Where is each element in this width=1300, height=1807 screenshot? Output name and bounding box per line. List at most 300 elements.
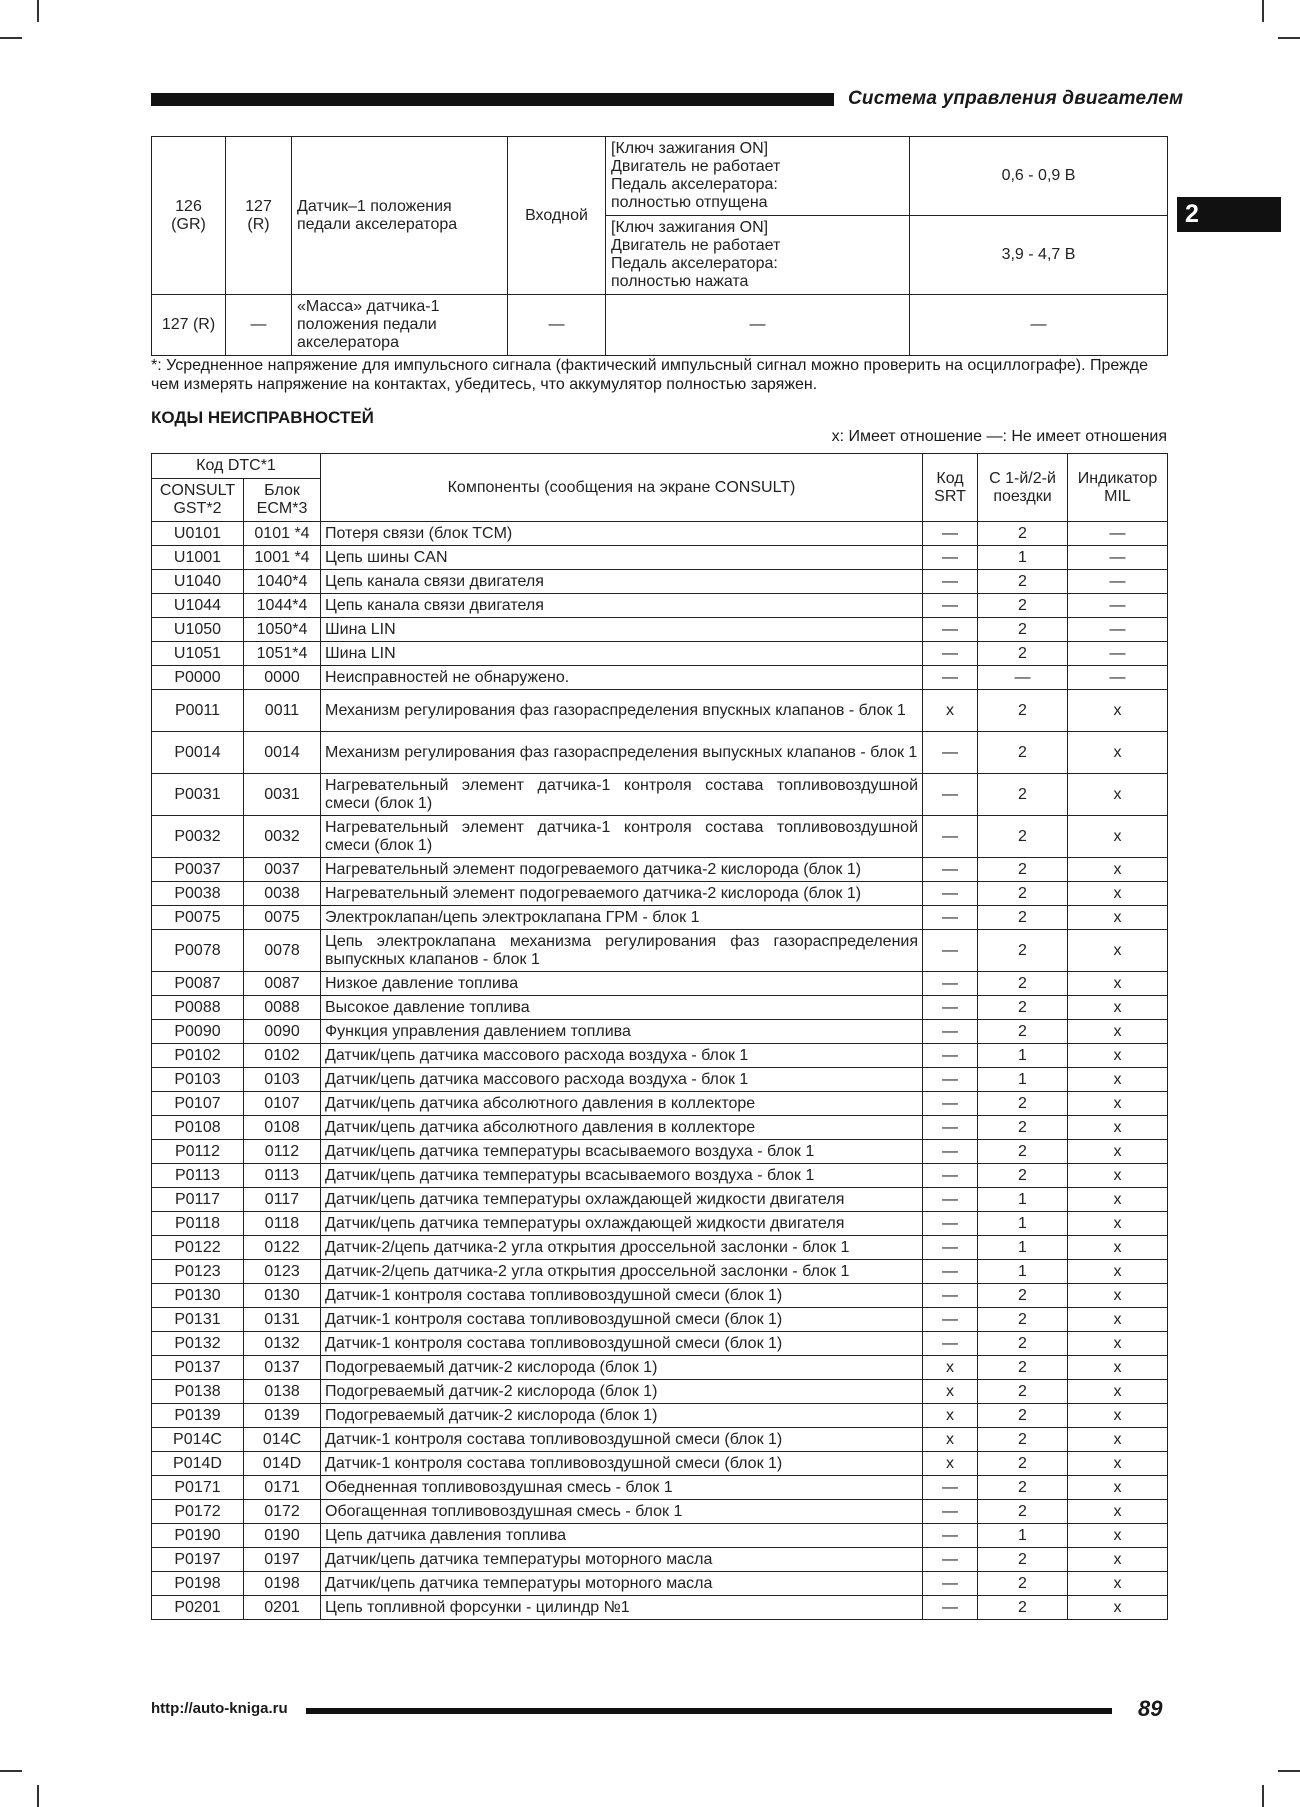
trip-count: 2 — [978, 594, 1068, 618]
consult-code: P0137 — [152, 1356, 244, 1380]
srt-flag: x — [923, 1404, 978, 1428]
ecm-code: 0139 — [244, 1404, 321, 1428]
srt-flag: — — [923, 1092, 978, 1116]
signal-state: Входной — [508, 137, 606, 295]
component-name: Нагревательный элемент подогреваемого датчика-2 кислорода (блок 1) — [321, 882, 923, 906]
measure-value: — — [910, 295, 1168, 356]
srt-flag: — — [923, 1260, 978, 1284]
crop-mark — [1262, 0, 1264, 22]
component-name: Подогреваемый датчик-2 кислорода (блок 1) — [321, 1380, 923, 1404]
ecm-code: 0113 — [244, 1164, 321, 1188]
ecm-code: 0000 — [244, 666, 321, 690]
trip-count: 2 — [978, 570, 1068, 594]
srt-flag: — — [923, 1140, 978, 1164]
consult-code: P0087 — [152, 972, 244, 996]
ecm-code: 0117 — [244, 1188, 321, 1212]
consult-code: P0197 — [152, 1548, 244, 1572]
consult-code: U1040 — [152, 570, 244, 594]
component-name: Нагревательный элемент датчика-1 контроля состава топливовоздушной смеси (блок 1) — [321, 774, 923, 816]
srt-flag: — — [923, 1236, 978, 1260]
mil-flag: — — [1068, 666, 1168, 690]
crop-mark — [37, 0, 39, 22]
footer-url: http://auto-kniga.ru — [151, 1700, 288, 1717]
terminal-minus: — — [226, 295, 292, 356]
ecm-code: 0090 — [244, 1020, 321, 1044]
component-name: Датчик-2/цепь датчика-2 угла открытия дроссельной заслонки - блок 1 — [321, 1236, 923, 1260]
ecm-code: 1001 *4 — [244, 546, 321, 570]
consult-code: P0171 — [152, 1476, 244, 1500]
mil-flag: x — [1068, 1236, 1168, 1260]
mil-flag: x — [1068, 1524, 1168, 1548]
mil-flag: x — [1068, 1164, 1168, 1188]
ecm-code: 0031 — [244, 774, 321, 816]
consult-code: P0117 — [152, 1188, 244, 1212]
ecm-code: 0118 — [244, 1212, 321, 1236]
trip-count: 2 — [978, 1476, 1068, 1500]
srt-flag: — — [923, 1332, 978, 1356]
component-name: Подогреваемый датчик-2 кислорода (блок 1) — [321, 1356, 923, 1380]
table-row — [152, 1524, 1168, 1548]
ecm-code: 014C — [244, 1428, 321, 1452]
mil-flag: x — [1068, 774, 1168, 816]
component-name: Шина LIN — [321, 642, 923, 666]
mil-flag: — — [1068, 642, 1168, 666]
table-row — [152, 732, 1168, 774]
mil-flag: x — [1068, 1596, 1168, 1620]
consult-code: P0103 — [152, 1068, 244, 1092]
ecm-code: 0088 — [244, 996, 321, 1020]
ecm-code: 0037 — [244, 858, 321, 882]
trip-count: 1 — [978, 1044, 1068, 1068]
trip-count: 2 — [978, 642, 1068, 666]
mil-header: Индикатор MIL — [1068, 454, 1168, 522]
srt-flag: — — [923, 1116, 978, 1140]
ecm-code: 0103 — [244, 1068, 321, 1092]
consult-code: P014D — [152, 1452, 244, 1476]
mil-flag: x — [1068, 996, 1168, 1020]
trip-count: — — [978, 666, 1068, 690]
srt-flag: — — [923, 570, 978, 594]
consult-code: P0198 — [152, 1572, 244, 1596]
page-header-title: Система управления двигателем — [848, 88, 1184, 109]
mil-flag: x — [1068, 1284, 1168, 1308]
mil-flag: x — [1068, 1140, 1168, 1164]
ecm-code: 0014 — [244, 732, 321, 774]
srt-flag: — — [923, 972, 978, 996]
measure-value: 3,9 - 4,7 В — [910, 216, 1168, 295]
trip-count: 2 — [978, 858, 1068, 882]
mil-flag: x — [1068, 930, 1168, 972]
header-rule — [151, 93, 834, 106]
ecm-code: 0190 — [244, 1524, 321, 1548]
ecm-code: 0132 — [244, 1332, 321, 1356]
table-row — [152, 522, 1168, 546]
mil-flag: — — [1068, 570, 1168, 594]
component-name: Цепь топливной форсунки - цилиндр №1 — [321, 1596, 923, 1620]
component-name: Датчик-2/цепь датчика-2 угла открытия дроссельной заслонки - блок 1 — [321, 1260, 923, 1284]
signal-item: Датчик–1 положения педали акселератора — [292, 137, 508, 295]
component-name: Цепь электроклапана механизма регулирования фаз газораспределения выпускных клапанов - блок 1 — [321, 930, 923, 972]
consult-code: P0132 — [152, 1332, 244, 1356]
mil-flag: x — [1068, 1260, 1168, 1284]
page-number: 89 — [1138, 1696, 1163, 1721]
consult-code: P0107 — [152, 1092, 244, 1116]
ecm-code: 0123 — [244, 1260, 321, 1284]
ecm-code: 1044*4 — [244, 594, 321, 618]
mil-flag: x — [1068, 732, 1168, 774]
trip-count: 2 — [978, 930, 1068, 972]
signal-state: — — [508, 295, 606, 356]
crop-mark — [1278, 1770, 1300, 1772]
trip-count: 2 — [978, 1428, 1068, 1452]
mil-flag: x — [1068, 1068, 1168, 1092]
consult-code: U1050 — [152, 618, 244, 642]
table-row — [152, 972, 1168, 996]
mil-flag: — — [1068, 594, 1168, 618]
mil-flag: — — [1068, 546, 1168, 570]
trip-count: 2 — [978, 816, 1068, 858]
table-row — [152, 816, 1168, 858]
component-name: Датчик/цепь датчика температуры всасываемого воздуха - блок 1 — [321, 1164, 923, 1188]
component-name: Цепь канала связи двигателя — [321, 570, 923, 594]
signal-item: «Масса» датчика-1 положения педали акселератора — [292, 295, 508, 356]
crop-mark — [0, 37, 22, 39]
consult-code: P0038 — [152, 882, 244, 906]
table-row — [152, 1020, 1168, 1044]
srt-flag: x — [923, 690, 978, 732]
srt-header: Код SRT — [923, 454, 978, 522]
srt-flag: — — [923, 732, 978, 774]
table-row — [152, 1140, 1168, 1164]
measure-value: 0,6 - 0,9 В — [910, 137, 1168, 216]
component-name: Датчик/цепь датчика абсолютного давления в коллекторе — [321, 1116, 923, 1140]
srt-flag: — — [923, 618, 978, 642]
trip-header: С 1-й/2-й поездки — [978, 454, 1068, 522]
ecm-code: 0130 — [244, 1284, 321, 1308]
component-name: Электроклапан/цепь электроклапана ГРМ - блок 1 — [321, 906, 923, 930]
ecm-code: 0011 — [244, 690, 321, 732]
srt-flag: — — [923, 546, 978, 570]
component-name: Датчик/цепь датчика температуры охлаждающей жидкости двигателя — [321, 1212, 923, 1236]
consult-code: P0088 — [152, 996, 244, 1020]
crop-mark — [37, 1785, 39, 1807]
trip-count: 2 — [978, 1380, 1068, 1404]
component-name: Обогащенная топливовоздушная смесь - блок 1 — [321, 1500, 923, 1524]
srt-flag: — — [923, 522, 978, 546]
ecm-code: 0201 — [244, 1596, 321, 1620]
component-name: Датчик/цепь датчика температуры моторного масла — [321, 1572, 923, 1596]
mil-flag: x — [1068, 1428, 1168, 1452]
mil-flag: x — [1068, 972, 1168, 996]
ecm-code: 0108 — [244, 1116, 321, 1140]
consult-code: P0131 — [152, 1308, 244, 1332]
ecm-code: 0038 — [244, 882, 321, 906]
table-row — [152, 1044, 1168, 1068]
consult-code: P0113 — [152, 1164, 244, 1188]
mil-flag: x — [1068, 882, 1168, 906]
srt-flag: — — [923, 996, 978, 1020]
table-row — [152, 930, 1168, 972]
mil-flag: x — [1068, 1308, 1168, 1332]
consult-code: P0011 — [152, 690, 244, 732]
terminal-plus: 127 (R) — [152, 295, 226, 356]
mil-flag: x — [1068, 906, 1168, 930]
mil-flag: x — [1068, 1500, 1168, 1524]
consult-code: P0138 — [152, 1380, 244, 1404]
table-row — [152, 996, 1168, 1020]
srt-flag: — — [923, 642, 978, 666]
ecm-code: 0172 — [244, 1500, 321, 1524]
table-row — [152, 1092, 1168, 1116]
connector-table — [151, 136, 1168, 356]
mil-flag: x — [1068, 1380, 1168, 1404]
ecm-code: 0171 — [244, 1476, 321, 1500]
consult-code: P0108 — [152, 1116, 244, 1140]
component-name: Цепь датчика давления топлива — [321, 1524, 923, 1548]
srt-flag: — — [923, 774, 978, 816]
trip-count: 2 — [978, 1596, 1068, 1620]
ecm-code: 0112 — [244, 1140, 321, 1164]
srt-flag: x — [923, 1380, 978, 1404]
table-row — [152, 1260, 1168, 1284]
ecm-code: 0131 — [244, 1308, 321, 1332]
table-row — [152, 1116, 1168, 1140]
mil-flag: x — [1068, 1476, 1168, 1500]
srt-flag: — — [923, 1284, 978, 1308]
component-name: Механизм регулирования фаз газораспределения выпускных клапанов - блок 1 — [321, 732, 923, 774]
component-name: Датчик-1 контроля состава топливовоздушной смеси (блок 1) — [321, 1428, 923, 1452]
table-row — [152, 1332, 1168, 1356]
ecm-code: 014D — [244, 1452, 321, 1476]
trip-count: 2 — [978, 522, 1068, 546]
srt-flag: — — [923, 1596, 978, 1620]
srt-flag: — — [923, 1164, 978, 1188]
component-name: Датчик-1 контроля состава топливовоздушной смеси (блок 1) — [321, 1284, 923, 1308]
consult-code: P0201 — [152, 1596, 244, 1620]
consult-code: P0014 — [152, 732, 244, 774]
trip-count: 1 — [978, 1260, 1068, 1284]
consult-code: P0130 — [152, 1284, 244, 1308]
mil-flag: x — [1068, 1044, 1168, 1068]
table-row — [152, 906, 1168, 930]
component-name: Подогреваемый датчик-2 кислорода (блок 1) — [321, 1404, 923, 1428]
table-row — [152, 1284, 1168, 1308]
mil-flag: x — [1068, 858, 1168, 882]
trip-count: 1 — [978, 1524, 1068, 1548]
component-name: Высокое давление топлива — [321, 996, 923, 1020]
trip-count: 2 — [978, 1308, 1068, 1332]
table-row — [152, 1476, 1168, 1500]
table-row — [152, 1356, 1168, 1380]
srt-flag: — — [923, 816, 978, 858]
trip-count: 2 — [978, 1020, 1068, 1044]
consult-code: P0037 — [152, 858, 244, 882]
trip-count: 2 — [978, 906, 1068, 930]
consult-code: P0090 — [152, 1020, 244, 1044]
table-row — [152, 882, 1168, 906]
consult-code: P0032 — [152, 816, 244, 858]
component-name: Датчик-1 контроля состава топливовоздушной смеси (блок 1) — [321, 1452, 923, 1476]
footnote: *: Усредненное напряжение для импульсного сигнала (фактический импульсный сигнал можно проверить на осциллографе). Прежде чем измерять напряжение на контактах, убедитесь, что аккумулятор полностью заряжен. — [151, 357, 1149, 393]
trip-count: 2 — [978, 1116, 1068, 1140]
trip-count: 2 — [978, 1332, 1068, 1356]
consult-code: P0122 — [152, 1236, 244, 1260]
table-row — [152, 1308, 1168, 1332]
trip-count: 2 — [978, 1284, 1068, 1308]
ecm-code: 0101 *4 — [244, 522, 321, 546]
table-row — [152, 546, 1168, 570]
ecm-code: 0138 — [244, 1380, 321, 1404]
component-name: Нагревательный элемент датчика-1 контроля состава топливовоздушной смеси (блок 1) — [321, 816, 923, 858]
mil-flag: x — [1068, 1356, 1168, 1380]
mil-flag: — — [1068, 618, 1168, 642]
consult-code: U0101 — [152, 522, 244, 546]
trip-count: 2 — [978, 1164, 1068, 1188]
consult-code: P0139 — [152, 1404, 244, 1428]
ecm-code: 0198 — [244, 1572, 321, 1596]
mil-flag: x — [1068, 1212, 1168, 1236]
table-row — [152, 1548, 1168, 1572]
component-name: Датчик/цепь датчика температуры моторного масла — [321, 1548, 923, 1572]
table-row — [152, 774, 1168, 816]
srt-flag: — — [923, 1068, 978, 1092]
ecm-code: 0107 — [244, 1092, 321, 1116]
table-row — [152, 594, 1168, 618]
consult-header: CONSULT GST*2 — [152, 479, 244, 522]
srt-flag: — — [923, 858, 978, 882]
component-name: Механизм регулирования фаз газораспределения впускных клапанов - блок 1 — [321, 690, 923, 732]
mil-flag: — — [1068, 522, 1168, 546]
table-row — [152, 858, 1168, 882]
crop-mark — [1262, 1785, 1264, 1807]
trip-count: 2 — [978, 1140, 1068, 1164]
trip-count: 2 — [978, 1452, 1068, 1476]
table-row — [152, 1068, 1168, 1092]
component-name: Датчик/цепь датчика абсолютного давления в коллекторе — [321, 1092, 923, 1116]
ecm-code: 1051*4 — [244, 642, 321, 666]
component-name: Шина LIN — [321, 618, 923, 642]
terminal-plus: 126 (GR) — [152, 137, 226, 295]
component-name: Потеря связи (блок TCM) — [321, 522, 923, 546]
ecm-code: 0197 — [244, 1548, 321, 1572]
trip-count: 1 — [978, 1068, 1068, 1092]
consult-code: P014C — [152, 1428, 244, 1452]
consult-code: P0031 — [152, 774, 244, 816]
component-name: Функция управления давлением топлива — [321, 1020, 923, 1044]
table-row — [152, 1404, 1168, 1428]
consult-code: U1051 — [152, 642, 244, 666]
table-row — [152, 1500, 1168, 1524]
mil-flag: x — [1068, 1332, 1168, 1356]
table-row — [152, 1572, 1168, 1596]
mil-flag: x — [1068, 1404, 1168, 1428]
component-name: Неисправностей не обнаружено. — [321, 666, 923, 690]
consult-code: P0102 — [152, 1044, 244, 1068]
component-name: Цепь канала связи двигателя — [321, 594, 923, 618]
srt-flag: x — [923, 1356, 978, 1380]
trip-count: 2 — [978, 774, 1068, 816]
trip-count: 2 — [978, 882, 1068, 906]
trip-count: 2 — [978, 1356, 1068, 1380]
srt-flag: — — [923, 1020, 978, 1044]
trip-count: 2 — [978, 732, 1068, 774]
trip-count: 2 — [978, 1572, 1068, 1596]
table-row — [152, 1236, 1168, 1260]
srt-flag: — — [923, 1548, 978, 1572]
srt-flag: — — [923, 666, 978, 690]
ecm-header: Блок ECM*3 — [244, 479, 321, 522]
mil-flag: x — [1068, 1548, 1168, 1572]
ecm-code: 0078 — [244, 930, 321, 972]
ecm-code: 0137 — [244, 1356, 321, 1380]
trip-count: 2 — [978, 1404, 1068, 1428]
table-row — [152, 1164, 1168, 1188]
srt-flag: — — [923, 1572, 978, 1596]
srt-flag: — — [923, 1044, 978, 1068]
table-row — [152, 570, 1168, 594]
table-row — [152, 1380, 1168, 1404]
footer-rule — [306, 1708, 1112, 1714]
table-row — [152, 1188, 1168, 1212]
trip-count: 1 — [978, 1188, 1068, 1212]
consult-code: P0075 — [152, 906, 244, 930]
srt-flag: x — [923, 1428, 978, 1452]
srt-flag: — — [923, 906, 978, 930]
section-tab: 2 — [1177, 197, 1281, 232]
table-row — [152, 1428, 1168, 1452]
terminal-minus: 127 (R) — [226, 137, 292, 295]
measure-condition: — — [606, 295, 910, 356]
component-name: Низкое давление топлива — [321, 972, 923, 996]
component-name: Нагревательный элемент подогреваемого датчика-2 кислорода (блок 1) — [321, 858, 923, 882]
consult-code: U1001 — [152, 546, 244, 570]
ecm-code: 0075 — [244, 906, 321, 930]
srt-flag: — — [923, 1212, 978, 1236]
dtc-code-header: Код DTC*1 — [152, 454, 321, 479]
component-name: Цепь шины CAN — [321, 546, 923, 570]
consult-code: P0190 — [152, 1524, 244, 1548]
ecm-code: 1040*4 — [244, 570, 321, 594]
mil-flag: x — [1068, 816, 1168, 858]
component-name: Обедненная топливовоздушная смесь - блок 1 — [321, 1476, 923, 1500]
ecm-code: 0102 — [244, 1044, 321, 1068]
crop-mark — [1278, 37, 1300, 39]
srt-flag: — — [923, 1476, 978, 1500]
table-row — [152, 618, 1168, 642]
component-name: Датчик/цепь датчика температуры охлаждающей жидкости двигателя — [321, 1188, 923, 1212]
consult-code: P0112 — [152, 1140, 244, 1164]
srt-flag: — — [923, 930, 978, 972]
mil-flag: x — [1068, 1116, 1168, 1140]
mil-flag: x — [1068, 1092, 1168, 1116]
crop-mark — [0, 1770, 22, 1772]
srt-flag: — — [923, 1524, 978, 1548]
component-name: Датчик/цепь датчика массового расхода воздуха - блок 1 — [321, 1068, 923, 1092]
ecm-code: 0032 — [244, 816, 321, 858]
srt-flag: — — [923, 1500, 978, 1524]
ecm-code: 1050*4 — [244, 618, 321, 642]
component-name: Датчик/цепь датчика температуры всасываемого воздуха - блок 1 — [321, 1140, 923, 1164]
trip-count: 2 — [978, 1092, 1068, 1116]
srt-flag: — — [923, 882, 978, 906]
ecm-code: 0087 — [244, 972, 321, 996]
component-header: Компоненты (сообщения на экране CONSULT) — [321, 454, 923, 522]
trip-count: 2 — [978, 1500, 1068, 1524]
consult-code: P0172 — [152, 1500, 244, 1524]
consult-code: U1044 — [152, 594, 244, 618]
trip-count: 1 — [978, 1236, 1068, 1260]
mil-flag: x — [1068, 1020, 1168, 1044]
